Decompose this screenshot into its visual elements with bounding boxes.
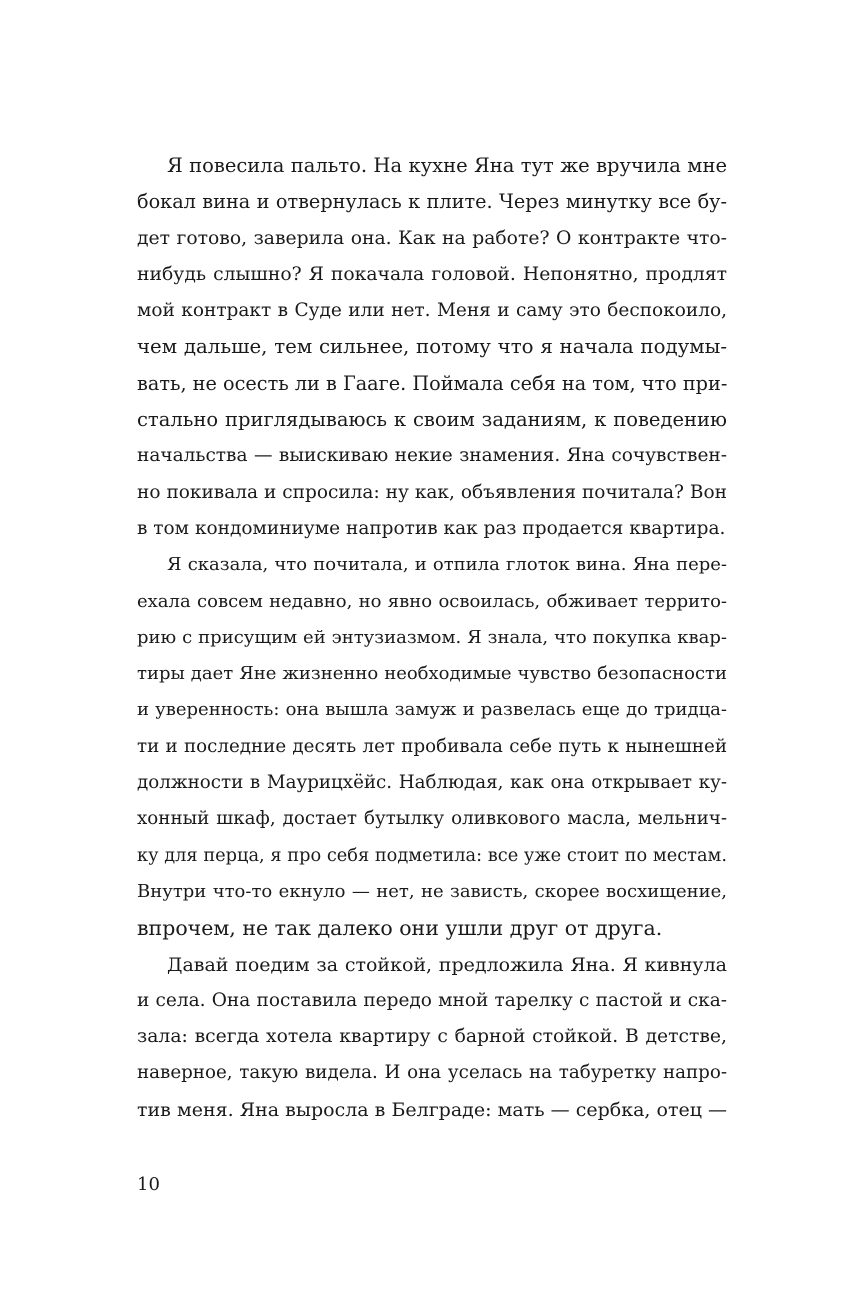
text-line: и села. Она поставила передо мной тарелку с пастой и ска- — [137, 989, 727, 1011]
text-line: в том кондоминиуме напротив как раз продается квартира. — [137, 517, 726, 539]
paragraph-1 — [137, 148, 727, 547]
page-number: 10 — [137, 1174, 160, 1195]
text-line: мой контракт в Суде или нет. Меня и саму это беспокоило, — [137, 300, 727, 322]
text-line: Я сказала, что почитала, и отпила глоток вина. Яна пере- — [167, 554, 727, 576]
text-line: стально приглядываюсь к своим заданиям, к поведению — [137, 408, 727, 432]
text-line: чем дальше, тем сильнее, потому что я начала подумы- — [137, 335, 727, 359]
text-line: тив меня. Яна выросла в Белграде: мать — сербка, отец — — [137, 1098, 727, 1121]
text-line: Я повесила пальто. На кухне Яна тут же вручила мне — [167, 154, 727, 177]
text-line: дет готово, заверила она. Как на работе? О контракте что- — [137, 227, 727, 249]
text-line: ехала совсем недавно, но явно освоилась, обживает террито- — [137, 590, 727, 612]
text-line: должности в Маурицхёйс. Наблюдая, как она открывает ку- — [137, 772, 727, 794]
text-line: наверное, такую видела. И она уселась на табуретку напро- — [137, 1062, 727, 1084]
text-line: и уверенность: она вышла замуж и развелась еще до тридца- — [137, 699, 727, 721]
text-line: бокал вина и отвернулась к плите. Через минутку все бу- — [137, 190, 727, 214]
text-line: но покивала и спросила: ну как, объявления почитала? Вон — [137, 481, 727, 503]
text-line: ку для перца, я про себя подметила: все уже стоит по местам. — [137, 845, 727, 866]
text-line: нибудь слышно? Я покачала головой. Непонятно, продлят — [137, 263, 727, 285]
text-line: хонный шкаф, достает бутылку оливкового масла, мельнич- — [137, 808, 727, 830]
text-line: вать, не осесть ли в Гааге. Поймала себя на том, что при- — [137, 371, 728, 395]
paragraph-2 — [137, 547, 727, 946]
text-line: впрочем, не так далеко они ушли друг от друга. — [137, 916, 663, 941]
text-line: тиры дает Яне жизненно необходимые чувство безопасности — [137, 663, 727, 685]
body-text — [137, 148, 727, 1128]
text-line: зала: всегда хотела квартиру с барной стойкой. В детстве, — [137, 1026, 727, 1048]
text-line: начальства — выискиваю некие знамения. Яна сочувствен- — [137, 445, 727, 467]
paragraph-3 — [137, 947, 727, 1128]
text-line: Давай поедим за стойкой, предложила Яна. Я кивнула — [167, 953, 727, 976]
text-line: Внутри что-то екнуло — нет, не зависть, скорее восхищение, — [137, 880, 727, 902]
text-line: рию с присущим ей энтузиазмом. Я знала, что покупка квар- — [137, 626, 727, 648]
text-line: ти и последние десять лет пробивала себе путь к нынешней — [137, 735, 727, 757]
